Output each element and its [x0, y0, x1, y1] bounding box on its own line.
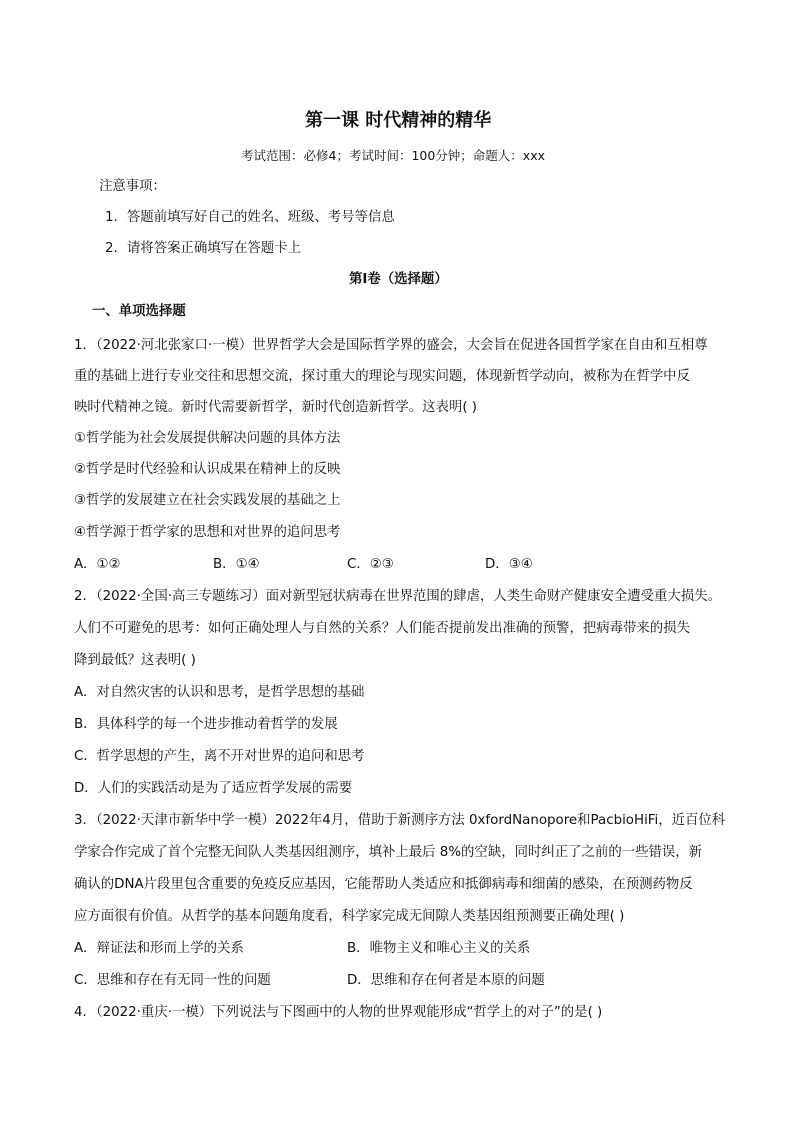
page-title: 第一课 时代精神的精华: [305, 110, 492, 131]
question-1-option-b[interactable]: B．①④: [213, 557, 260, 572]
question-1-statement: ②哲学是时代经验和认识成果在精神上的反映: [74, 462, 341, 477]
question-3-line: 学家合作完成了首个完整无间队人类基因组测序，填补上最后 8%的空缺，同时纠正了之前的一些错误，新: [74, 845, 703, 860]
question-2-line: 降到最低？这表明( ): [74, 653, 196, 668]
question-2-option-a[interactable]: A．对自然灾害的认识和思考，是哲学思想的基础: [74, 685, 365, 700]
question-1-statement: ④哲学源于哲学家的思想和对世界的追问思考: [74, 525, 341, 540]
question-3-line: 应方面很有价值。从哲学的基本问题角度看，科学家完成无间隙人类基因组预测要正确处理( ): [74, 909, 625, 924]
question-3-line: 确认的DNA片段里包含重要的免疫反应基因，它能帮助人类适应和抵御病毒和细菌的感染，在预测药物反: [74, 877, 693, 892]
question-1-statement: ③哲学的发展建立在社会实践发展的基础之上: [74, 493, 341, 508]
notes-heading: 注意事项：: [99, 179, 166, 194]
question-2-line: 人们不可避免的思考：如何正确处理人与自然的关系？人们能否提前发出准确的预警，把病毒带来的损失: [74, 621, 690, 636]
part-title: 一、单项选择题: [92, 304, 186, 319]
question-3-option-d[interactable]: D．思维和存在何者是本原的问题: [347, 973, 545, 988]
question-3-line: 3．（2022·天津市新华中学一模）2022年4月，借助于新测序方法 0xfordNanopore和PacbioHiFi，近百位科: [74, 813, 726, 828]
question-1-line: 重的基础上进行专业交往和思想交流，探讨重大的理论与现实问题，体现新哲学动向，被称为在哲学中反: [74, 369, 690, 384]
question-1-option-d[interactable]: D．③④: [485, 557, 533, 572]
question-4-line: 4．（2022·重庆·一模）下列说法与下图画中的人物的世界观能形成“哲学上的对子”的是( ): [74, 1005, 603, 1020]
exam-info: 考试范围：必修4；考试时间：100分钟；命题人：xxx: [241, 148, 546, 163]
question-1-statement: ①哲学能为社会发展提供解决问题的具体方法: [74, 431, 341, 446]
volume-title: 第I卷（选择题）: [349, 272, 448, 287]
question-2-line: 2．（2022·全国·高三专题练习）面对新型冠状病毒在世界范围的肆虐，人类生命财产健康安全遭受重大损失。: [74, 589, 721, 604]
question-2-option-d[interactable]: D．人们的实践活动是为了适应哲学发展的需要: [74, 781, 353, 796]
question-1-line: 映时代精神之镜。新时代需要新哲学，新时代创造新哲学。这表明( ): [74, 400, 478, 415]
question-1-option-c[interactable]: C．②③: [347, 557, 394, 572]
question-2-option-b[interactable]: B．具体科学的每一个进步推动着哲学的发展: [74, 717, 338, 732]
question-3-option-c[interactable]: C．思维和存在有无同一性的问题: [74, 973, 271, 988]
note-item: 1．答题前填写好自己的姓名、班级、考号等信息: [105, 210, 395, 225]
note-item: 2．请将答案正确填写在答题卡上: [105, 241, 301, 256]
question-3-option-b[interactable]: B．唯物主义和唯心主义的关系: [347, 941, 531, 956]
question-2-option-c[interactable]: C．哲学思想的产生，离不开对世界的追问和思考: [74, 749, 365, 764]
question-1-option-a[interactable]: A．①②: [74, 557, 121, 572]
question-3-option-a[interactable]: A．辩证法和形而上学的关系: [74, 941, 244, 956]
question-1-line: 1．（2022·河北张家口·一模）世界哲学大会是国际哲学界的盛会，大会旨在促进各国哲学家在自由和互相尊: [74, 338, 708, 353]
